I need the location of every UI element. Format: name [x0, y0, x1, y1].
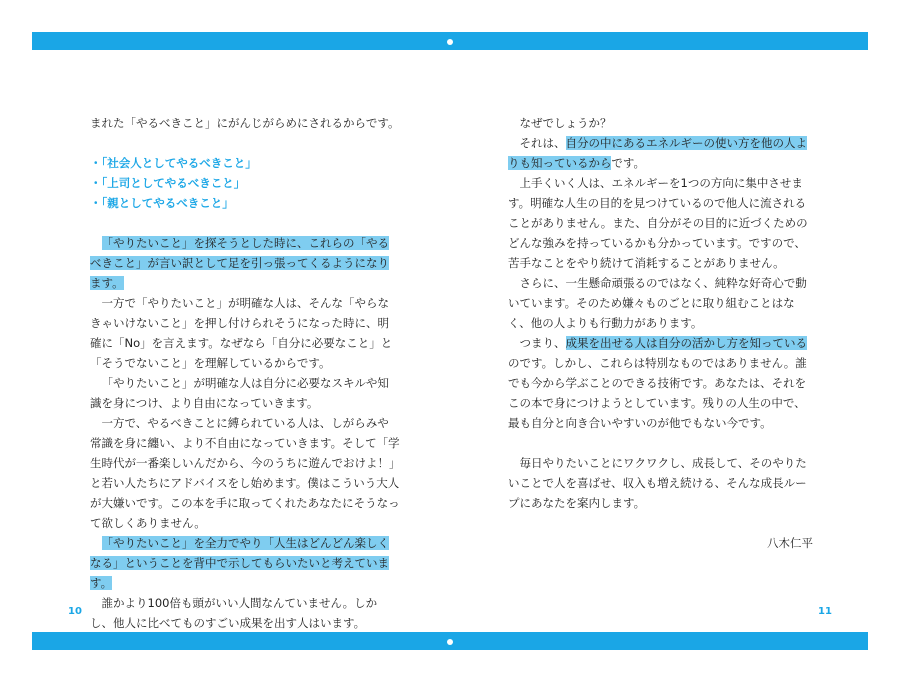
highlighted-text: 「やりたいこと」を探そうとした時に、これらの「やるべきこと」が言い訳として足を引っ張ってくるようになります。 — [90, 236, 389, 290]
band-notch — [447, 39, 453, 45]
paragraph — [508, 133, 813, 173]
text-run: です。 — [611, 156, 645, 170]
right-page-text — [508, 113, 813, 553]
paragraph: 上手くいく人は、エネルギーを1つの方向に集中させます。明確な人生の目的を見つけているので他人に流されることがありません。また、自分がその目的に近づくためのどんな強みを持っているかも分かっています。ですので、苦手なことをやり続けて消耗することがありません。 — [508, 176, 808, 270]
intro-line: まれた「やるべきこと」にがんじがらめにされるからです。 — [90, 116, 400, 130]
paragraph: 誰かより100倍も頭がいい人間なんていません。しかし、他人に比べてものすごい成果を出す人はいます。 — [90, 596, 378, 630]
highlight-paragraph — [90, 533, 400, 593]
text-run: のです。しかし、これらは特別なものではありません。誰でも今から学ぶことのできる技術です。あなたは、それをこの本で身につけようとしています。残りの人生の中で、最も自分と向き合いやすいのが他でもない今です。 — [508, 356, 807, 430]
text-run: それは、 — [519, 136, 566, 150]
paragraph: 一方で、やるべきことに縛られている人は、しがらみや常識を身に纏い、より不自由になっていきます。そして「学生時代が一番楽しいんだから、今のうちに遊んでおけよ！」と若い人たちにアドバイスをし始めます。僕はこういう大人が大嫌いです。この本を手に取ってくれたあなたにそうなって欲しくありません。 — [90, 416, 400, 530]
top-color-band — [32, 32, 868, 50]
bullet-item: ・「上司としてやるべきこと」 — [90, 176, 246, 190]
highlighted-text: 成果を出せる人は自分の活かし方を知っている — [565, 336, 807, 350]
paragraph — [508, 333, 813, 433]
left-page-text — [90, 113, 400, 633]
highlighted-text: 「やりたいこと」を全力でやり「人生はどんどん楽しくなる」ということを背中で示してもらいたいと考えています。 — [90, 536, 389, 590]
highlighted-text: 自分の中にあるエネルギーの使い方を他の人よりも知っているから — [508, 136, 807, 170]
paragraph: 「やりたいこと」が明確な人は自分に必要なスキルや知識を身につけ、より自由になっていきます。 — [90, 376, 389, 410]
author-signature: 八木仁平 — [767, 536, 813, 550]
bullet-item: ・「親としてやるべきこと」 — [90, 196, 234, 210]
question-line: なぜでしょうか？ — [519, 116, 612, 130]
band-notch — [447, 639, 453, 645]
bottom-color-band — [32, 632, 868, 650]
paragraph: 毎日やりたいことにワクワクし、成長して、そのやりたいことで人を喜ばせ、収入も増え続ける、そんな成長ループにあなたを案内します。 — [508, 456, 807, 510]
bullet-item: ・「社会人としてやるべきこと」 — [90, 156, 257, 170]
paragraph: 一方で「やりたいこと」が明確な人は、そんな「やらなきゃいけないこと」を押し付けられそうになった時に、明確に「No」を言えます。なぜなら「自分に必要なこと」と「そうでないこと」を理解しているからです。 — [90, 296, 393, 370]
text-run: つまり、 — [519, 336, 566, 350]
page-number-right: 11 — [818, 606, 832, 617]
paragraph: さらに、一生懸命頑張るのではなく、純粋な好奇心で動いています。そのため嫌々ものごとに取り組むことはなく、他の人よりも行動力があります。 — [508, 276, 807, 330]
highlight-paragraph — [90, 233, 400, 293]
page-number-left: 10 — [68, 606, 82, 617]
